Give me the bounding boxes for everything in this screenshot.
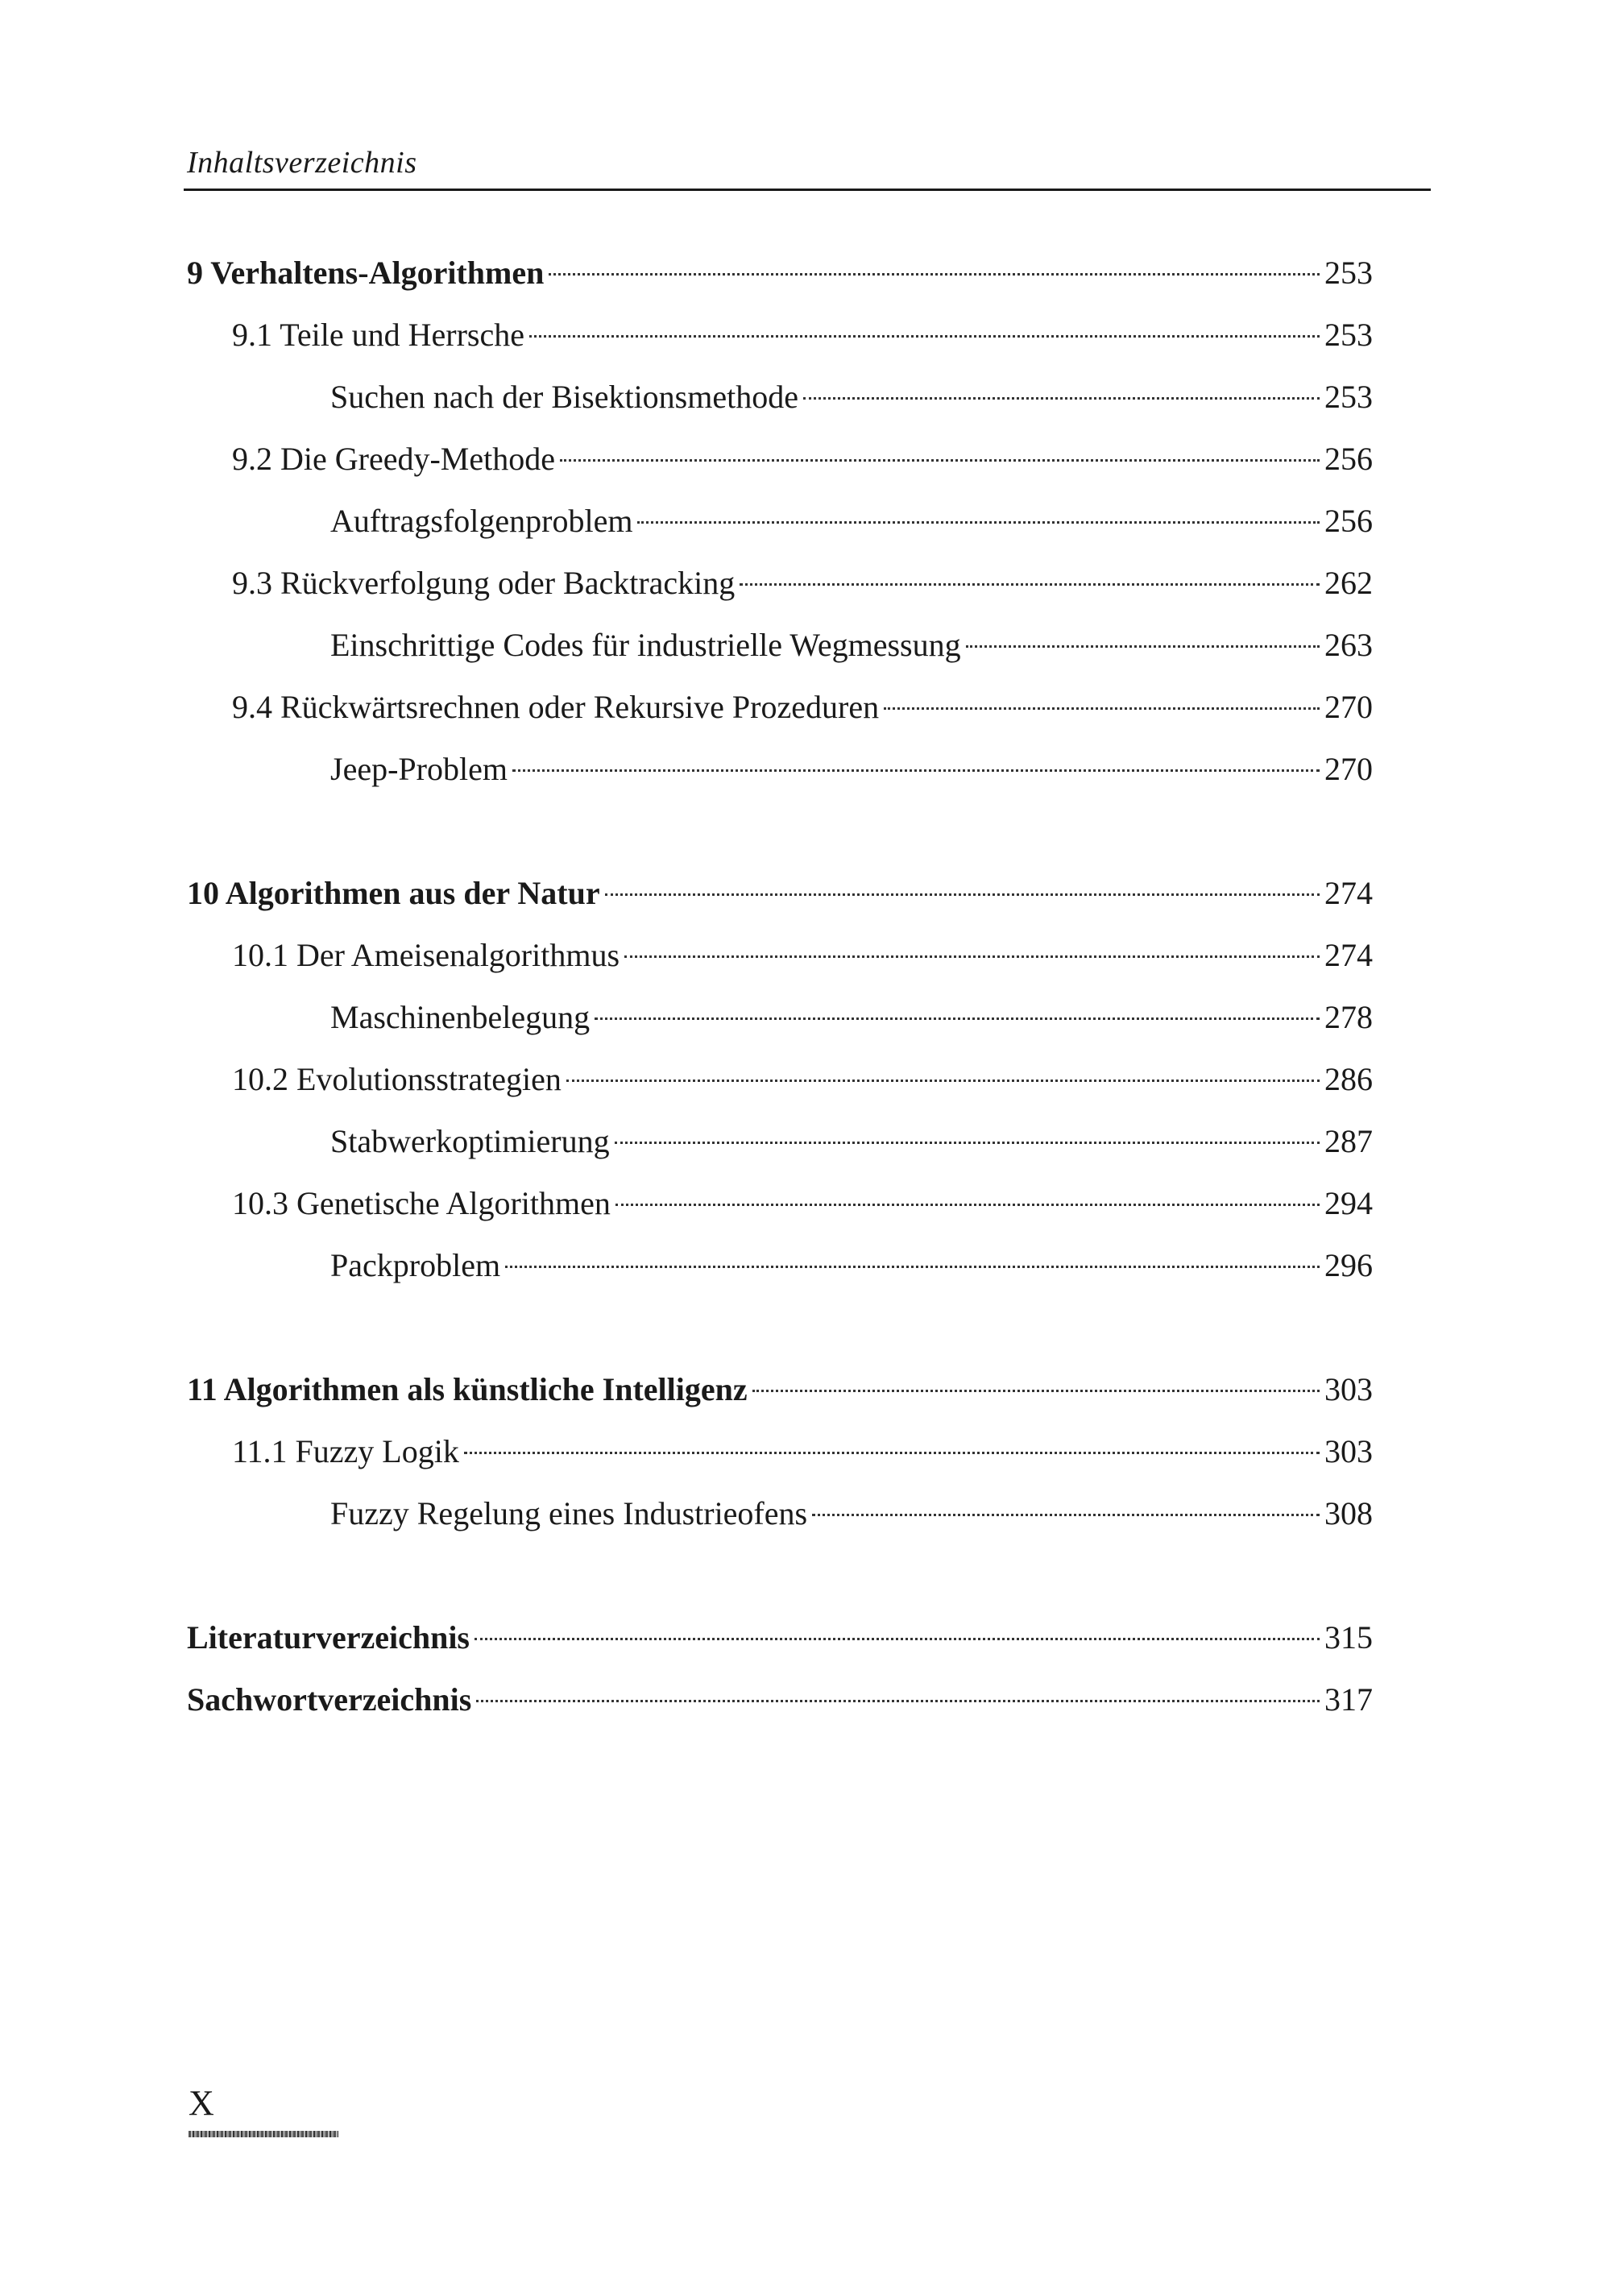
scan-mark — [189, 2131, 338, 2137]
dot-leader — [740, 583, 1320, 586]
toc-entry-title: Literaturverzeichnis — [187, 1619, 470, 1656]
toc-entry-section-10-2[interactable] — [187, 1048, 1373, 1110]
table-of-contents — [187, 242, 1373, 1730]
toc-entry-subsection[interactable] — [187, 1482, 1373, 1544]
dot-leader — [475, 1638, 1320, 1640]
dot-leader — [464, 1452, 1320, 1454]
toc-entry-section-10-1[interactable] — [187, 924, 1373, 986]
toc-entry-page: 294 — [1324, 1185, 1373, 1221]
toc-entry-title: Einschrittige Codes für industrielle Wegmessung — [330, 627, 961, 663]
toc-entry-title: Maschinenbelegung — [330, 999, 591, 1035]
dot-leader — [752, 1390, 1320, 1392]
toc-entry-title: 11.1 Fuzzy Logik — [232, 1433, 459, 1469]
toc-entry-page: 256 — [1324, 503, 1373, 539]
dot-leader — [615, 1142, 1320, 1144]
toc-entry-title: 10.3 Genetische Algorithmen — [232, 1185, 611, 1221]
dot-leader — [884, 707, 1320, 710]
toc-entry-title: 9.1 Teile und Herrsche — [232, 317, 525, 353]
toc-entry-page: 253 — [1324, 379, 1373, 415]
toc-entry-page: 287 — [1324, 1123, 1373, 1159]
toc-entry-subsection[interactable] — [187, 986, 1373, 1048]
toc-entry-page: 270 — [1324, 751, 1373, 787]
toc-entry-title: 9.2 Die Greedy-Methode — [232, 441, 555, 477]
dot-leader — [549, 273, 1320, 276]
toc-entry-title: Sachwortverzeichnis — [187, 1681, 472, 1718]
toc-entry-title: Auftragsfolgenproblem — [330, 503, 633, 539]
toc-entry-page: 286 — [1324, 1061, 1373, 1097]
dot-leader — [637, 521, 1320, 524]
dot-leader — [605, 893, 1320, 896]
toc-entry-index[interactable] — [187, 1668, 1373, 1730]
toc-entry-title: Fuzzy Regelung eines Industrieofens — [330, 1495, 808, 1531]
dot-leader — [560, 459, 1320, 462]
toc-entry-section-9-1[interactable] — [187, 304, 1373, 366]
toc-entry-subsection[interactable] — [187, 490, 1373, 552]
dot-leader — [512, 769, 1320, 772]
header-rule — [184, 189, 1431, 191]
toc-entry-title: Suchen nach der Bisektionsmethode — [330, 379, 798, 415]
toc-entry-page: 253 — [1324, 317, 1373, 353]
toc-entry-page: 303 — [1324, 1433, 1373, 1469]
toc-entry-section-9-3[interactable] — [187, 552, 1373, 614]
toc-entry-title: 9.4 Rückwärtsrechnen oder Rekursive Prozeduren — [232, 689, 880, 725]
toc-entry-page: 253 — [1324, 255, 1373, 291]
dot-leader — [595, 1017, 1320, 1020]
dot-leader — [476, 1700, 1320, 1702]
dot-leader — [803, 397, 1320, 400]
toc-entry-page: 274 — [1324, 937, 1373, 973]
toc-entry-page: 303 — [1324, 1371, 1373, 1407]
toc-entry-page: 270 — [1324, 689, 1373, 725]
toc-entry-page: 263 — [1324, 627, 1373, 663]
dot-leader — [505, 1266, 1320, 1268]
toc-entry-page: 262 — [1324, 565, 1373, 601]
toc-entry-subsection[interactable] — [187, 614, 1373, 676]
toc-entry-title: 10 Algorithmen aus der Natur — [187, 875, 600, 911]
toc-entry-chapter-11[interactable] — [187, 1358, 1373, 1420]
toc-entry-chapter-9[interactable] — [187, 242, 1373, 304]
toc-entry-title: 9.3 Rückverfolgung oder Backtracking — [232, 565, 736, 601]
toc-entry-page: 274 — [1324, 875, 1373, 911]
dot-leader — [529, 335, 1320, 338]
toc-entry-title: 9 Verhaltens-Algorithmen — [187, 255, 545, 291]
running-title: Inhaltsverzeichnis — [187, 146, 417, 180]
toc-entry-page: 308 — [1324, 1495, 1373, 1531]
toc-entry-title: Jeep-Problem — [330, 751, 508, 787]
toc-entry-chapter-10[interactable] — [187, 862, 1373, 924]
toc-entry-page: 278 — [1324, 999, 1373, 1035]
toc-entry-page: 317 — [1324, 1681, 1373, 1718]
page-number: X — [189, 2083, 214, 2123]
toc-entry-section-9-4[interactable] — [187, 676, 1373, 738]
dot-leader — [812, 1514, 1320, 1516]
toc-entry-subsection[interactable] — [187, 366, 1373, 428]
toc-entry-bibliography[interactable] — [187, 1606, 1373, 1668]
toc-entry-subsection[interactable] — [187, 738, 1373, 800]
dot-leader — [566, 1080, 1320, 1082]
toc-entry-title: Packproblem — [330, 1247, 501, 1283]
dot-leader — [615, 1204, 1320, 1206]
toc-entry-section-9-2[interactable] — [187, 428, 1373, 490]
toc-entry-page: 315 — [1324, 1619, 1373, 1656]
toc-entry-title: 11 Algorithmen als künstliche Intelligenz — [187, 1371, 748, 1407]
toc-entry-page: 296 — [1324, 1247, 1373, 1283]
toc-entry-subsection[interactable] — [187, 1110, 1373, 1172]
toc-entry-section-11-1[interactable] — [187, 1420, 1373, 1482]
toc-entry-section-10-3[interactable] — [187, 1172, 1373, 1234]
toc-entry-subsection[interactable] — [187, 1234, 1373, 1296]
dot-leader — [624, 955, 1320, 958]
toc-entry-title: Stabwerkoptimierung — [330, 1123, 610, 1159]
toc-entry-page: 256 — [1324, 441, 1373, 477]
toc-entry-title: 10.2 Evolutionsstrategien — [232, 1061, 562, 1097]
toc-entry-title: 10.1 Der Ameisenalgorithmus — [232, 937, 620, 973]
dot-leader — [966, 645, 1320, 648]
